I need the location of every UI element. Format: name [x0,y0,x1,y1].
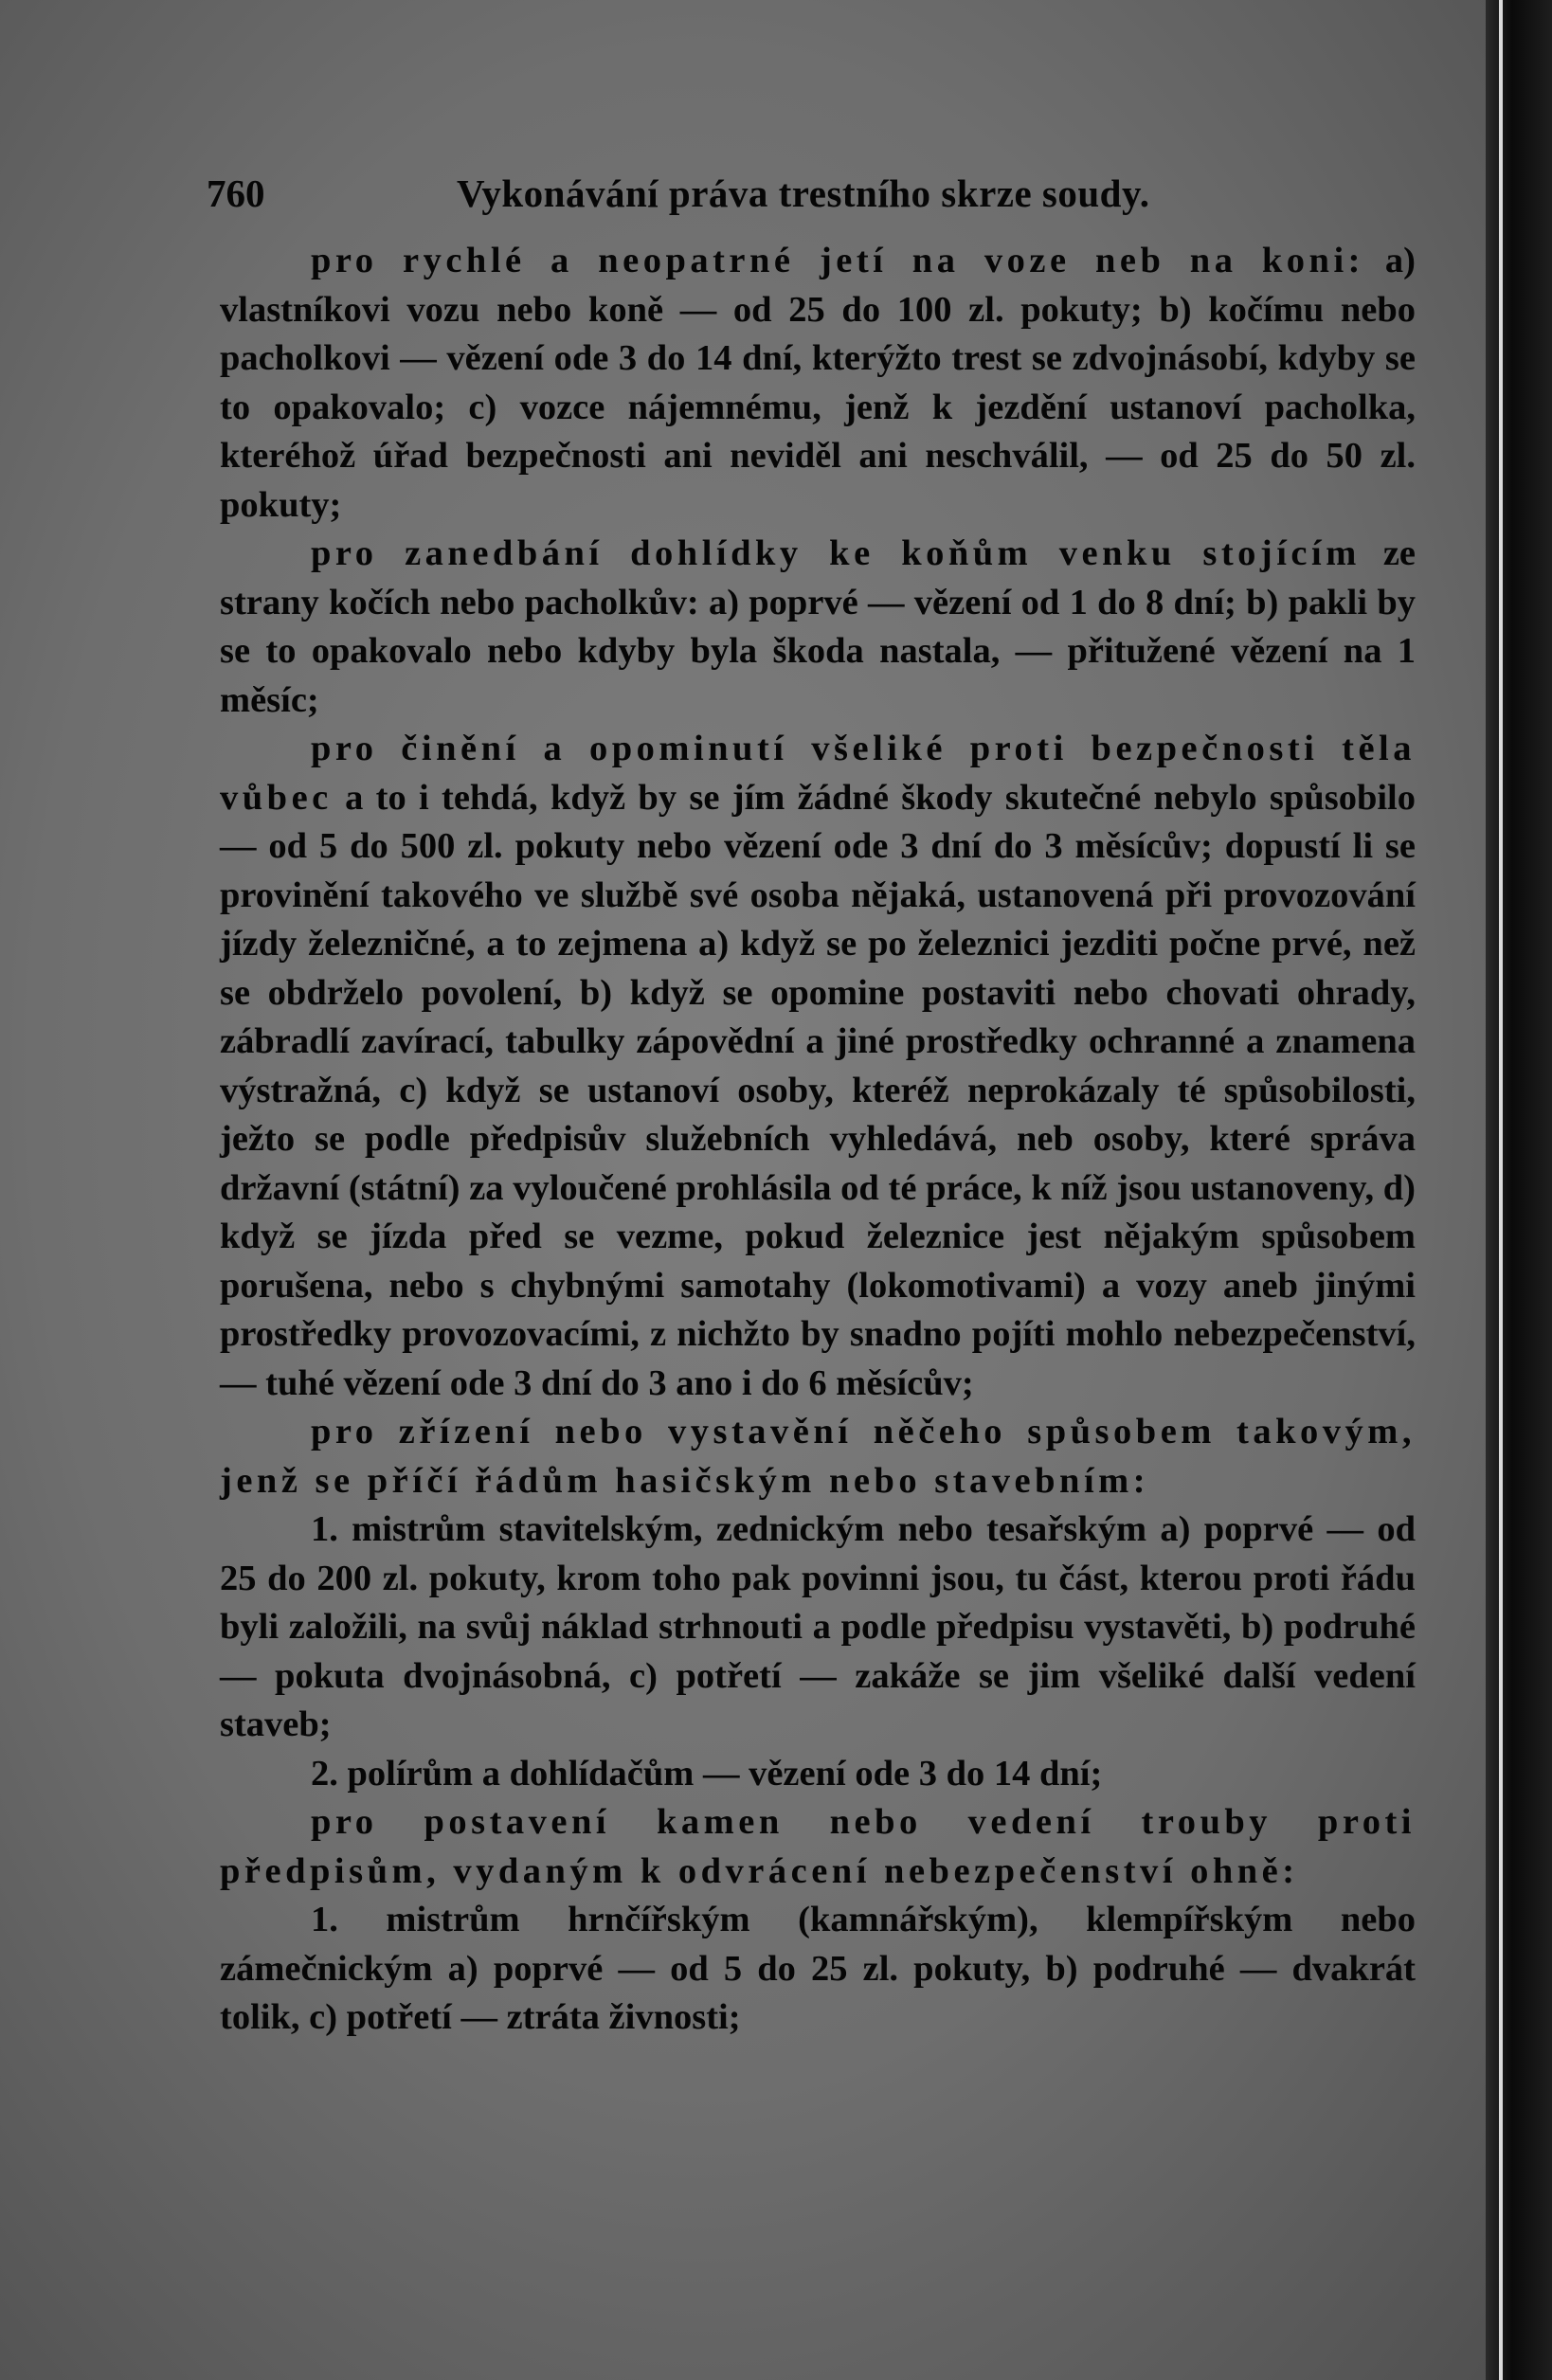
page-header [207,171,1416,237]
paragraph [220,1408,1416,1506]
paragraph-text: a to i tehdá, když by se jím žádné škody skutečné nebylo spůsobilo — od 5 do 500 zl. pokuty nebo vězení ode 3 dní do 3 měsícův; dopustí li se provinění takového ve službě své osoba nějaká, ustanovená při provozování jízdy železničné, a to zejmena a) když se po železnici jezditi počne prvé, než se obdrželo povolení, b) když se opomine postaviti nebo chovati ohrady, zábradlí zavírací, tabulky zápovědní a jiné prostředky ochranné a znamena výstražná, c) když se ustanoví osoby, kteréž neprokázaly té spůsobilosti, ježto se podle předpisův služebních vyhledává, neb osoby, které správa državní (státní) za vyloučené prohlásila od té práce, k níž jsou ustanoveny, d) když se jízda před se vezme, pokud železnice jest nějakým spůsobem porušena, nebo s chybnými samotahy (lokomotivami) a vozy aneb jinými prostředky provozovacími, z nichžto by snadno pojíti mohlo nebezpečenství, — tuhé vězení ode 3 dní do 3 ano i do 6 měsícův; [220,777,1416,1403]
book-edge-shadow [1486,0,1552,2380]
paragraph [220,237,1416,530]
book-edge-line [1499,0,1503,2380]
page-content [207,171,1416,2043]
spaced-lead: pro zanedbání dohlídky ke koňům venku stojícím [311,533,1361,573]
body-text [220,237,1416,2043]
running-title: Vykonávání práva trestního skrze soudy. [457,171,1150,215]
paragraph-text: a) vlastníkovi vozu nebo koně — od 25 do 100 zl. pokuty; b) kočímu nebo pacholkovi — vězení ode 3 do 14 dní, kterýžto trest se zdvojnásobí, kdyby se to opakovalo; c) vozce nájemnému, jenž k jezdění ustanoví pacholka, kteréhož úřad bezpečnosti ani neviděl ani neschválil, — od 25 do 50 zl. pokuty; [220,241,1416,525]
page-number: 760 [207,171,265,215]
paragraph [220,1750,1416,1799]
paragraph [220,1506,1416,1750]
paragraph [220,530,1416,725]
spaced-lead: pro zřízení nebo vystavění něčeho spůsobem takovým, jenž se příčí řádům hasičským nebo stavebním: [220,1412,1416,1501]
paragraph-text: 1. mistrům hrnčířským (kamnářským), klempířským nebo zámečnickým a) poprvé — od 5 do 25 zl. pokuty, b) podruhé — dvakrát tolik, c) potřetí — ztráta živnosti; [220,1900,1416,2037]
paragraph-text: ze strany kočích nebo pacholkův: a) poprvé — vězení od 1 do 8 dní; b) pakli by se to opakovalo nebo kdyby byla škoda nastala, — přitužené vězení na 1 měsíc; [220,533,1416,720]
spaced-lead: pro činění a opominutí všeliké proti bezpečnosti těla vůbec [220,729,1416,818]
paragraph [220,1896,1416,2043]
paragraph-text: 1. mistrům stavitelským, zednickým nebo tesařským a) poprvé — od 25 do 200 zl. pokuty, krom toho pak povinni jsou, tu část, kterou proti řádu byli založili, na svůj náklad strhnouti a podle předpisu vystavěti, b) podruhé — pokuta dvojnásobná, c) potřetí — zakáže se jim všeliké další vedení staveb; [220,1509,1416,1744]
paragraph [220,725,1416,1408]
paragraph-text: 2. polírům a dohlídačům — vězení ode 3 do 14 dní; [311,1753,1103,1794]
paragraph [220,1798,1416,1896]
spaced-lead: pro rychlé a neopatrné jetí na voze neb na koni: [311,241,1364,280]
spaced-lead: pro postavení kamen nebo vedení trouby proti předpisům, vydaným k odvrácení nebezpečenství ohně: [220,1802,1416,1891]
